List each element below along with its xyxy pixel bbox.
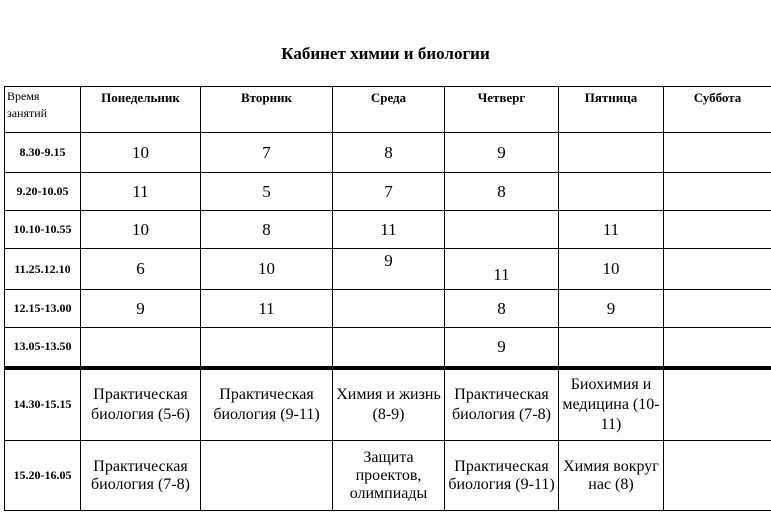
class-cell: 11 [201, 290, 333, 328]
day-header-wednesday: Среда [333, 87, 445, 133]
elective-cell: Практическая биология (9-11) [445, 441, 559, 511]
header-row [5, 87, 771, 133]
class-cell: 6 [81, 249, 201, 290]
table-row [5, 211, 771, 249]
class-cell: 8 [333, 133, 445, 173]
class-cell: 8 [445, 173, 559, 211]
class-cell [333, 290, 445, 328]
class-cell: 7 [333, 173, 445, 211]
class-cell: 9 [333, 249, 445, 290]
class-cell: 10 [81, 211, 201, 249]
class-cell: 10 [201, 249, 333, 290]
class-cell: 11 [445, 249, 559, 290]
class-cell [81, 328, 201, 368]
class-cell: 10 [81, 133, 201, 173]
class-cell: 5 [201, 173, 333, 211]
elective-cell: Практическая биология (7-8) [81, 441, 201, 511]
elective-cell: Практическая биология (5-6) [81, 368, 201, 441]
elective-cell [664, 441, 771, 511]
class-cell [559, 173, 664, 211]
elective-cell [664, 368, 771, 441]
class-cell [445, 211, 559, 249]
class-cell: 8 [201, 211, 333, 249]
class-cell [201, 328, 333, 368]
elective-cell: Биохимия и медицина (10-11) [559, 368, 664, 441]
class-cell: 9 [445, 328, 559, 368]
class-cell: 11 [81, 173, 201, 211]
elective-cell: Химия вокруг нас (8) [559, 441, 664, 511]
class-cell [664, 133, 771, 173]
class-cell [664, 249, 771, 290]
elective-cell: Защита проектов, олимпиады [333, 441, 445, 511]
elective-cell [201, 441, 333, 511]
time-slot: 14.30-15.15 [5, 368, 81, 441]
class-cell: 8 [445, 290, 559, 328]
page-title: Кабинет химии и биологии [281, 44, 490, 63]
class-cell [559, 133, 664, 173]
time-slot: 9.20-10.05 [5, 173, 81, 211]
day-header-tuesday: Вторник [201, 87, 333, 133]
class-cell [664, 173, 771, 211]
elective-cell: Практическая биология (7-8) [445, 368, 559, 441]
day-header-monday: Понедельник [81, 87, 201, 133]
table-row [5, 173, 771, 211]
class-cell: 9 [559, 290, 664, 328]
time-slot: 10.10-10.55 [5, 211, 81, 249]
class-cell [333, 328, 445, 368]
class-cell [664, 328, 771, 368]
day-header-friday: Пятница [559, 87, 664, 133]
class-cell [664, 290, 771, 328]
time-slot: 8.30-9.15 [5, 133, 81, 173]
table-row [5, 441, 771, 511]
time-slot: 15.20-16.05 [5, 441, 81, 511]
time-slot: 13.05-13.50 [5, 328, 81, 368]
time-column-header: Время занятий [5, 87, 81, 133]
table-row [5, 249, 771, 290]
class-cell [664, 211, 771, 249]
time-slot: 11.25.12.10 [5, 249, 81, 290]
elective-cell: Химия и жизнь (8-9) [333, 368, 445, 441]
schedule-table [4, 86, 771, 511]
day-header-thursday: Четверг [445, 87, 559, 133]
class-cell: 11 [333, 211, 445, 249]
class-cell: 7 [201, 133, 333, 173]
class-cell: 11 [559, 211, 664, 249]
table-row [5, 133, 771, 173]
table-row [5, 368, 771, 441]
table-row [5, 328, 771, 368]
day-header-saturday: Суббота [664, 87, 771, 133]
class-cell: 9 [81, 290, 201, 328]
elective-cell: Практическая биология (9-11) [201, 368, 333, 441]
class-cell: 9 [445, 133, 559, 173]
table-row [5, 290, 771, 328]
class-cell: 10 [559, 249, 664, 290]
time-slot: 12.15-13.00 [5, 290, 81, 328]
class-cell [559, 328, 664, 368]
